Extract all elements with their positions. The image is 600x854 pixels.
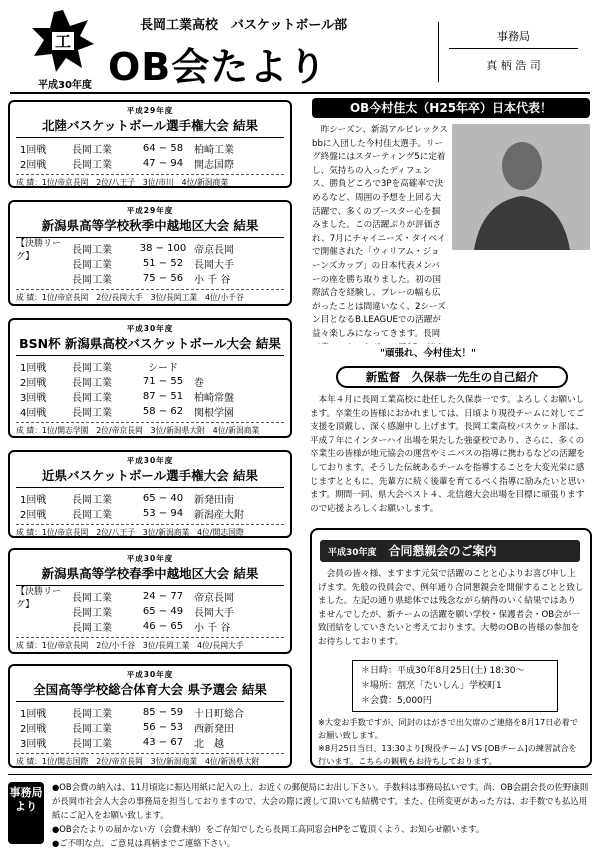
issue-year: 平成30年度 (38, 80, 92, 91)
list-item: ●ご不明な点、ご意見は真柄までご連絡下さい。 (52, 838, 236, 848)
coach-body: 本年４月に長岡工業高校に赴任した久保恭一です。よろしくお願いします。卒業生の皆様におかれましては、日頃より現役チームに対してご支援を頂戴し、深く感謝申し上げます。長岡工業高校バスケット部は、平成７年にインターハイ出場を果たした強豪校であり、さらに、多くの卒業生の皆様が地元協会の運営やミニバスの指導に携わるなどの活躍をしております。そうした伝統あるチームを指導することを大変光栄に感じますとともに、先輩方に続く後輩を育てるべく指導に励みたいと思います。期間一同、県大会ベスト４、北信越大会出場を目標に頑張りますので応援よろしくお願いします。 (310, 395, 586, 514)
player-photo (452, 124, 590, 250)
result-box-spring-chuetsu (8, 548, 292, 654)
coach-heading: 新監督 久保恭一先生の自己紹介 (336, 366, 568, 388)
newsletter-title: OB会たより (108, 45, 328, 89)
school-name: 長岡工業高校 バスケットボール部 (140, 18, 348, 33)
result-title: 新潟県高等学校春季中越地区大会 結果 (16, 564, 284, 586)
office-label: 事務局 (449, 28, 578, 49)
table-row: 1回戦 長岡工業 65 − 40 新発田南 (20, 493, 234, 506)
result-title: 全国高等学校総合体育大会 県予選会 結果 (16, 680, 284, 702)
result-year: 平成30年度 (126, 456, 174, 465)
table-row: 【決勝リーグ】 長岡工業 38 − 100 帝京長岡 (16, 238, 234, 262)
table-row: 3回戦 長岡工業 43 − 67 北 越 (20, 737, 224, 750)
result-box-inter-high-qualifier (8, 664, 292, 768)
invite-year: 平成30年度 (328, 548, 377, 558)
ranking: 成 績：1位/開志国際 2位/帝京長岡 3位/新潟商業 4位/新潟県大附 (16, 753, 284, 767)
basketball-club-logo (30, 8, 96, 74)
table-row: 2回戦 長岡工業 47 − 94 開志国際 (20, 158, 234, 171)
result-year: 平成29年度 (126, 106, 174, 115)
table-row: 2回戦 長岡工業 53 − 94 新潟産大附 (20, 508, 244, 521)
table-row: 3回戦 長岡工業 87 − 51 柏崎常盤 (20, 391, 234, 404)
result-title: 新潟県高等学校秋季中越地区大会 結果 (16, 216, 284, 238)
event-date: ＊日時：平成30年8月25日(土) 18:30〜 (361, 666, 525, 676)
event-place: ＊場所：割烹「たいしん」学校町1 (361, 681, 502, 691)
ranking: 成 績：1位/開志学園 2位/帝京長岡 3位/新潟県大附 4位/新潟商業 (16, 422, 284, 436)
result-box-autumn-chuetsu (8, 200, 292, 306)
result-title: 北陸バスケットボール選手権大会 結果 (16, 116, 284, 138)
result-box-bsn-cup (8, 318, 292, 438)
result-title: BSN杯 新潟県高校バスケットボール大会 結果 (16, 334, 284, 356)
ranking: 成 績：1位/帝京長岡 2位/長岡大手 3位/長岡工業 4位/小千谷 (16, 289, 284, 303)
list-item: ●OB会たよりの届かない方（会費未納）をご存知でしたら長岡工高同窓会HPをご覧頂くよう、お知らせ願います。 (52, 824, 485, 834)
svg-text:工: 工 (54, 34, 72, 51)
result-box-kinken (8, 450, 292, 538)
invite-note-game: ※8月25日当日、13:30より[現役チーム] VS [OBチーム]の練習試合を行います。こちらの観戦もお待ちしております。 (318, 743, 577, 766)
table-row: 長岡工業 51 − 52 長岡大手 (72, 258, 234, 271)
masthead-divider (10, 92, 590, 94)
table-row: 4回戦 長岡工業 58 − 62 関根学園 (20, 406, 234, 419)
footer-tag: 事務局より (8, 782, 44, 844)
ranking: 成 績：1位/帝京長岡 2位/八王子 3位/新潟商業 4位/開志国際 (16, 524, 284, 538)
result-title: 近県バスケットボール選手権大会 結果 (16, 466, 284, 488)
invite-heading (320, 540, 580, 562)
table-row: 1回戦 長岡工業 シード (20, 363, 178, 374)
event-fee: ＊会費：5,000円 (361, 696, 432, 706)
event-details (352, 660, 558, 712)
table-row: 2回戦 長岡工業 56 − 53 西新発田 (20, 722, 234, 735)
table-row: 1回戦 長岡工業 85 − 59 十日町総合 (20, 707, 244, 720)
table-row: 長岡工業 46 − 65 小 千 谷 (72, 621, 231, 634)
invite-note-rsvp: ※大変お手数ですが、同封のはがきで出欠席のご連絡を8月17日必着でお願い致します。 (318, 717, 578, 740)
ranking: 成 績：1位/帝京長岡 2位/小千谷 3位/長岡工業 4位/長岡大手 (16, 637, 284, 651)
invite-title: 合同懇親会のご案内 (388, 544, 497, 558)
table-row: 長岡工業 65 − 49 長岡大手 (72, 606, 234, 619)
table-row: 1回戦 長岡工業 64 − 58 柏崎工業 (20, 143, 234, 156)
feature-heading: OB今村佳太（H25年卒）日本代表！ (312, 98, 590, 118)
office-name: 真 柄 浩 司 (486, 59, 541, 72)
result-year: 平成30年度 (126, 324, 174, 333)
list-item: ●OB会費の納入は、11月頃迄に振込用紙に記入の上、お近くの郵便局にお出し下さい。手数料は事務局払いです。尚、OB会副会長の佐野康則が長岡市社会人大会の事務局を担当しておりますので、大会の際に渡して頂いても結構です。また、住所変更があった方は、お手数でも払込用紙にご記入をお願い致します。 (52, 782, 589, 820)
result-year: 平成30年度 (126, 554, 174, 563)
feature-slogan: "頑張れ、今村佳太！" (380, 348, 476, 359)
result-box-hokuriku (8, 100, 292, 188)
invite-body: 会員の皆々様、ますます元気で活躍のことと心よりお喜び申し上げます。先般の役員会で、例年通り合同懇親会を開催することと致しました。左記の通り県総体では残念ながら納得のいく結果ではありませんでしたが、新チームの活躍を願い学校・保護者会・OB会が一致団結をしていきたいと考えております。大勢のOBの皆様の参加をお待ちしております。 (318, 569, 584, 647)
result-year: 平成29年度 (126, 206, 174, 215)
result-year: 平成30年度 (126, 670, 174, 679)
table-row: 長岡工業 75 − 56 小 千 谷 (72, 273, 231, 286)
ranking: 成 績：1位/帝京長岡 2位/八王子 3位/市川 4位/新潟商業 (16, 174, 284, 188)
table-row: 2回戦 長岡工業 71 − 55 巻 (20, 376, 204, 389)
table-row: 【決勝リーグ】 長岡工業 24 − 77 帝京長岡 (16, 586, 234, 610)
office-contact (438, 22, 588, 82)
footer-notes (52, 780, 592, 850)
feature-body: 昨シーズン、新潟アルビレックスbbに入団した今村佳太選手。リーグ終盤にはスターティング5に定着し、気持ちの入ったディフェンス、勝負どころで3Pを高確率で決めるなど、周囲の予想を上回る大活躍で、多くのブースター心を掴みました。この活躍ぶりが評価され、7月にチャイニーズ・タイペイで開催された「ウィリアム・ジョーンズカップ」の日本代表メンバーの座を勝ち取りました。初の国際試合を経験し、プレーの幅も広がったことは間違いなく、2シーズン目となるB.LEAGUEでの活躍が益々楽しみになってきます。長岡 (312, 125, 448, 339)
